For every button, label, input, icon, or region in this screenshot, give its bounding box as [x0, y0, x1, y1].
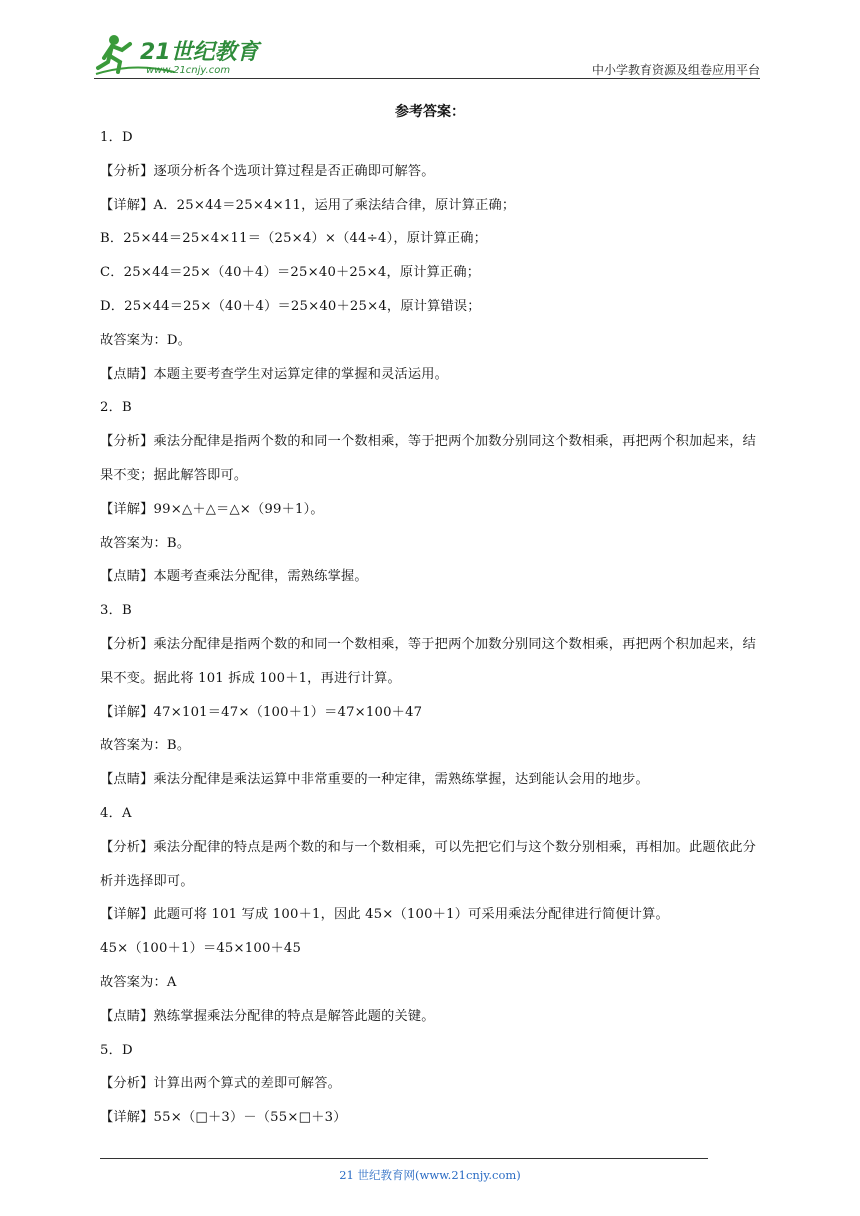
text-line: 【分析】逐项分析各个选项计算过程是否正确即可解答。 [100, 163, 435, 179]
text-line: 【详解】A．25×44＝25×4×11，运用了乘法结合律，原计算正确； [100, 197, 516, 213]
text-line: 2．B [100, 400, 132, 416]
text-line: B．25×44＝25×4×11＝（25×4）×（44÷4），原计算正确； [100, 231, 488, 247]
text-line: 【详解】99×△＋△＝△×（99＋1）。 [100, 501, 324, 517]
text-line: 【点睛】熟练掌握乘法分配律的特点是解答此题的关键。 [100, 1008, 435, 1024]
text-line: 【点睛】本题主要考查学生对运算定律的掌握和灵活运用。 [100, 366, 449, 382]
footer-link[interactable]: 21 世纪教育网(www.21cnjy.com) [339, 1168, 521, 1182]
text-line: 【点睛】乘法分配律是乘法运算中非常重要的一种定律，需熟练掌握，达到能认会用的地步。 [100, 772, 649, 788]
logo-21cnjy [94, 32, 264, 78]
platform-label: 中小学教育资源及组卷应用平台 [591, 63, 760, 77]
text-line: 故答案为：D。 [100, 332, 192, 348]
text-line: 【分析】乘法分配律是指两个数的和同一个数相乘，等于把两个加数分别同这个数相乘，再把两个积加起来，结果不变；据此解答即可。 [100, 434, 756, 483]
text-line: 5．D [100, 1042, 133, 1058]
text-line: 45×（100＋1）＝45×100＋45 [100, 941, 302, 957]
logo-text: 21世纪教育 [140, 40, 259, 65]
answer-content [100, 126, 765, 1140]
text-line: 【详解】47×101＝47×（100＋1）＝47×100＋47 [100, 704, 423, 720]
header-divider [94, 78, 760, 79]
text-line: 【详解】55×（□＋3）－（55×□＋3） [100, 1110, 347, 1126]
text-line: 故答案为：B。 [100, 738, 191, 754]
text-line: C．25×44＝25×（40＋4）＝25×40＋25×4，原计算正确； [100, 265, 481, 281]
page-header [0, 0, 860, 80]
text-line: 3．B [100, 603, 132, 619]
text-line: D．25×44＝25×（40＋4）＝25×40＋25×4，原计算错误； [100, 298, 481, 314]
page-title: 参考答案： [395, 104, 465, 120]
text-line: 【分析】计算出两个算式的差即可解答。 [100, 1076, 341, 1092]
text-line: 1．D [100, 130, 133, 145]
footer-divider [100, 1158, 708, 1159]
text-line: 【分析】乘法分配律的特点是两个数的和与一个数相乘，可以先把它们与这个数分别相乘，再相加。此题依此分析并选择即可。 [100, 839, 756, 889]
text-line: 4．A [100, 805, 132, 821]
text-line: 【点睛】本题考查乘法分配律，需熟练掌握。 [100, 569, 368, 585]
text-line: 【详解】此题可将 101 写成 100＋1，因此 45×（100＋1）可采用乘法分配律进行简便计算。 [100, 907, 669, 923]
text-line: 故答案为：B。 [100, 535, 191, 551]
text-line: 【分析】乘法分配律是指两个数的和同一个数相乘，等于把两个加数分别同这个数相乘，再把两个积加起来，结果不变。据此将 101 拆成 100＋1，再进行计算。 [100, 636, 756, 686]
logo-url: www.21cnjy.com [146, 65, 231, 76]
text-line: 故答案为：A [100, 974, 177, 990]
